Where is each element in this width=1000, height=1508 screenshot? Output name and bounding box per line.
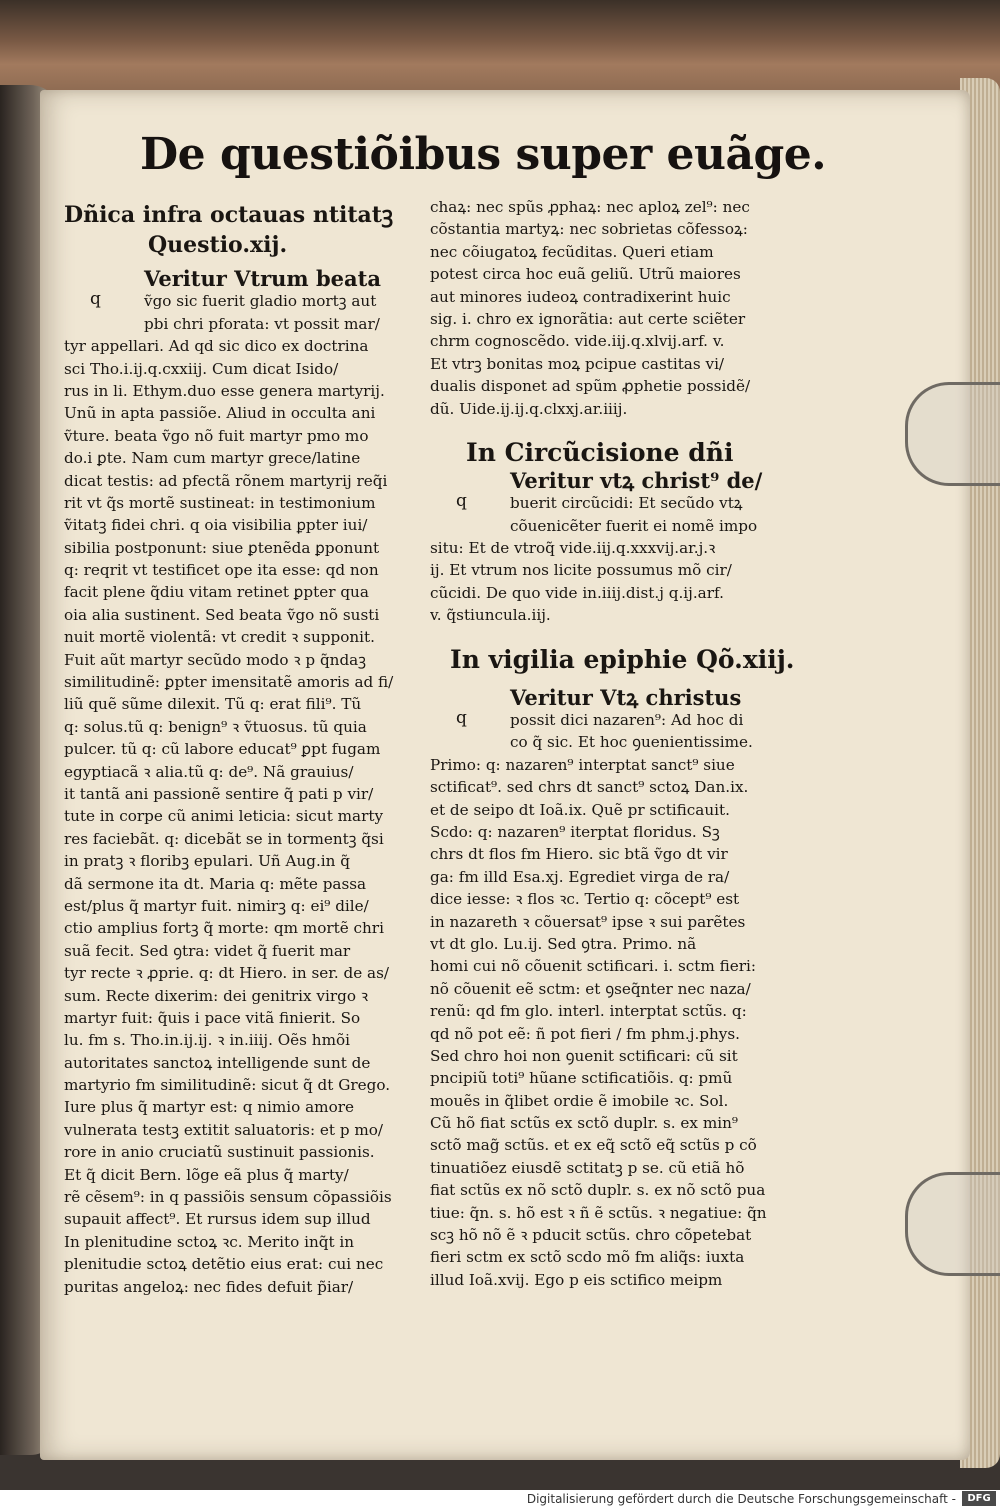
section-heading-circumcision: In Circũcisione dñi: [466, 437, 734, 467]
text-line: rus in li. Ethym.duo esse genera martyrij.: [64, 381, 385, 400]
text-line: nuit mortẽ violentã: vt credit ꝛ supponit.: [64, 628, 375, 647]
text-line: nec cõiugatoꝝ fecũditas. Queri etiam: [430, 242, 714, 261]
left-heading-2: Questio.xij.: [148, 232, 288, 258]
text-line: fiat sctũs ex nõ sctõ duplr. s. ex nõ sctõ pua: [430, 1181, 766, 1200]
section3-intro-line: co q̃ sic. Et hoc ꝯuenientissime.: [510, 733, 753, 752]
text-line: in pratꝫ ꝛ floribꝫ epulari. Uñ Aug.in q̃: [64, 852, 350, 871]
text-line: nõ cõuenit eẽ sctm: et ꝯseq̃nter nec naza/: [430, 979, 751, 998]
text-line: v. q̃stiuncula.iij.: [430, 606, 551, 625]
text-line: Et vtrꝫ bonitas moꝝ pcipue castitas vi/: [430, 354, 725, 373]
text-line: it tantã ani passionẽ sentire q̃ pati p vir/: [64, 784, 374, 803]
text-line: vt dt glo. Lu.ij. Sed ꝯtra. Primo. nã: [430, 934, 697, 953]
left-body-text: [64, 335, 424, 1298]
section3-intro-line: Veritur Vtꝝ christus: [510, 686, 742, 710]
text-line: ctio amplius fortꝫ q̃ morte: qm mortẽ chri: [64, 919, 384, 938]
text-line: et de seipo dt Ioã.ix. Quẽ pr sctificauit.: [430, 800, 730, 819]
section3-intro-line: possit dici nazaren⁹: Ad hoc di: [510, 711, 744, 730]
text-line: tinuatiõez eiusdẽ sctitatꝫ p se. cũ etiã hõ: [430, 1158, 745, 1177]
left-intro-line: ṽgo sic fuerit gladio mortꝫ aut: [144, 292, 377, 311]
text-line: aut minores iudeoꝝ contradixerint huic: [430, 287, 731, 306]
section2-body: [430, 537, 785, 627]
text-line: est/plus q̃ martyr fuit. nimirꝫ q: ei⁹ dile/: [64, 896, 369, 915]
text-line: situ: Et de vtroq̃ vide.iij.q.xxxvij.ar.j.ꝛ: [430, 539, 716, 558]
text-line: illud Ioã.xvij. Ego p eis sctifico meipm: [430, 1270, 723, 1289]
text-line: puritas angeloꝝ: nec fides defuit p̃iar/: [64, 1277, 354, 1296]
text-line: martyrio fm similitudinẽ: sicut q̃ dt Grego.: [64, 1076, 391, 1095]
text-line: tute in corpe cũ animi leticia: sicut marty: [64, 807, 384, 826]
left-heading-1: Dñica infra octauas ntitatꝫ: [64, 202, 394, 228]
text-line: ṽitatꝫ fidei chri. q oia visibilia ꝑpter iui/: [64, 516, 368, 535]
section2-intro-line: Veritur vtꝝ christ⁹ de/: [510, 469, 763, 493]
text-line: sig. i. chro ex ignorãtia: aut certe sciẽter: [430, 309, 746, 328]
text-line: dũ. Uide.ij.ij.q.clxxj.ar.iiij.: [430, 399, 628, 418]
text-line: rore in anio cruciatũ sustinuit passionis.: [64, 1143, 375, 1162]
text-line: sci Tho.i.ij.q.cxxiij. Cum dicat Isido/: [64, 359, 339, 378]
text-line: oia alia sustinent. Sed beata ṽgo nõ susti: [64, 605, 380, 624]
text-line: liũ quẽ sũme dilexit. Tũ q: erat fili⁹. Tũ: [64, 695, 362, 714]
clasp-upper: [905, 382, 1000, 486]
text-line: renũ: qd fm glo. interl. interptat sctũs. q:: [430, 1002, 747, 1021]
text-line: facit plene q̃diu vitam retinet ꝑpter qua: [64, 583, 369, 602]
text-line: res faciebãt. q: dicebãt se in tormentꝫ q̃si: [64, 829, 384, 848]
section3-body: [430, 754, 785, 1291]
right-column: [430, 196, 795, 1291]
text-line: rit vt q̃s mortẽ sustineat: in testimonium: [64, 493, 376, 512]
text-line: in nazareth ꝛ cõuersat⁹ ipse ꝛ sui parẽtes: [430, 912, 746, 931]
text-line: cũcidi. De quo vide in.iiij.dist.j q.ij.arf.: [430, 583, 724, 602]
dfg-logo: DFG: [962, 1491, 996, 1506]
text-line: dicat testis: ad pfectã rõnem martyrij req̃i: [64, 471, 388, 490]
text-line: plenitudie sctoꝝ detẽtio eius erat: cui nec: [64, 1255, 384, 1274]
section2-intro-line: buerit circũcidi: Et secũdo vtꝝ: [510, 494, 743, 513]
text-line: cõstantia martyꝝ: nec sobrietas cõfessoꝝ:: [430, 220, 748, 239]
text-line: qd nõ pot eẽ: ñ pot fieri / fm phm.j.phys.: [430, 1024, 740, 1043]
text-line: dã sermone ita dt. Maria q: mẽte passa: [64, 874, 367, 893]
text-line: vulnerata testꝫ extitit saluatoris: et p mo/: [64, 1120, 384, 1139]
footer-credit: Digitalisierung gefördert durch die Deutsche Forschungsgemeinschaft -: [526, 1492, 956, 1506]
book-top-edge: [0, 0, 1000, 92]
text-line: q: reqrit vt testificet ope ita esse: qd non: [64, 561, 379, 580]
text-line: potest circa hoc euã geliũ. Utrũ maiores: [430, 265, 741, 284]
text-line: Unũ in apta passiõe. Aliud in occulta ani: [64, 404, 376, 423]
section3-intro: [430, 687, 785, 754]
text-line: suã fecit. Sed ꝯtra: videt q̃ fuerit mar: [64, 941, 351, 960]
running-title: De questiõibus super euãge.: [140, 129, 827, 180]
left-column: [64, 200, 424, 1298]
section3-initial-letter: q: [456, 707, 467, 728]
right-body-top: [430, 196, 785, 420]
text-line: ṽture. beata ṽgo nõ fuit martyr pmo mo: [64, 426, 369, 445]
text-line: ga: fm illd Esa.xj. Egrediet virga de ra/: [430, 867, 730, 886]
text-line: do.i ꝑte. Nam cum martyr grece/latine: [64, 449, 361, 468]
text-line: pulcer. tũ q: cũ labore educat⁹ ꝑpt fugam: [64, 740, 381, 759]
text-line: ij. Et vtrum nos licite possumus mõ cir/: [430, 561, 732, 580]
text-line: sum. Recte dixerim: dei genitrix virgo ꝛ: [64, 986, 369, 1005]
text-line: fieri sctm ex sctõ scdo mõ fm aliq̃s: iuxta: [430, 1248, 745, 1267]
text-line: egyptiacã ꝛ alia.tũ q: de⁹. Nã grauius/: [64, 762, 354, 781]
text-line: mouẽs in q̃libet ordie ẽ imobile ꝛc. Sol.: [430, 1091, 729, 1110]
text-line: chrs dt flos fm Hiero. sic btã ṽgo dt vir: [430, 845, 728, 864]
section2-intro-line: cõuenicẽter fuerit ei nomẽ impo: [510, 516, 758, 535]
text-line: homi cui nõ cõuenit sctificari. i. sctm fieri:: [430, 957, 756, 976]
left-intro-line: Veritur Vtrum beata: [144, 268, 381, 291]
text-line: tyr recte ꝛ ꝓprie. q: dt Hiero. in ser. de as/: [64, 964, 389, 983]
text-line: dice iesse: ꝛ flos ꝛc. Tertio q: cõcept⁹ est: [430, 890, 740, 909]
text-line: chrm cognoscẽdo. vide.iij.q.xlvij.arf. v.: [430, 332, 725, 351]
clasp-lower: [905, 1172, 1000, 1276]
text-line: similitudinẽ: ꝑpter imensitatẽ amoris ad fi/: [64, 673, 394, 692]
text-line: Fuit aũt martyr secũdo modo ꝛ p q̃ndaꝫ: [64, 650, 366, 669]
text-line: chaꝝ: nec spũs ꝓphaꝝ: nec aploꝝ zel⁹: nec: [430, 198, 750, 216]
text-line: sibilia postponunt: siue ꝑtenẽda ꝑponunt: [64, 538, 380, 557]
section2-initial-letter: q: [456, 490, 467, 511]
left-intro-line: pbi chri pforata: vt possit mar/: [144, 314, 380, 333]
text-line: Cũ hõ fiat sctũs ex sctõ duplr. s. ex min⁹: [430, 1114, 738, 1133]
text-line: Et q̃ dicit Bern. lõge eã plus q̃ marty/: [64, 1165, 349, 1184]
text-line: sctificat⁹. sed chrs dt sanct⁹ sctoꝝ Dan.ix.: [430, 778, 749, 797]
text-line: pncipiũ toti⁹ hũane sctificatiõis. q: pmũ: [430, 1069, 733, 1088]
text-line: supauit affect⁹. Et rursus idem sup illud: [64, 1210, 371, 1229]
text-line: sctõ mag̃ sctũs. et ex eq̃ sctõ eq̃ sctũs p cõ: [430, 1136, 757, 1155]
text-line: tyr appellari. Ad qd sic dico ex doctrina: [64, 337, 369, 356]
text-line: In plenitudine sctoꝝ ꝛc. Merito inq̃t in: [64, 1232, 355, 1251]
section-heading-epiphany: In vigilia epiphie Qõ.xiij.: [450, 644, 795, 674]
left-intro: [64, 268, 424, 335]
text-line: rẽ cẽsem⁹: in q passiõis sensum cõpassiõis: [64, 1188, 392, 1207]
text-line: Sed chro hoi non ꝯuenit sctificari: cũ sit: [430, 1046, 738, 1065]
text-line: q: solus.tũ q: benign⁹ ꝛ ṽtuosus. tũ quia: [64, 717, 367, 736]
section2-intro: [430, 470, 785, 537]
text-line: dualis disponet ad spũm ꝓphetie possidẽ/: [430, 377, 751, 396]
text-line: Primo: q: nazaren⁹ interptat sanct⁹ siue: [430, 755, 735, 774]
text-line: tiue: q̃n. s. hõ est ꝛ ñ ẽ sctũs. ꝛ negatiue: q̃n: [430, 1203, 767, 1222]
text-line: lu. fm s. Tho.in.ij.ij. ꝛ in.iiij. Oẽs hmõi: [64, 1031, 350, 1050]
text-line: martyr fuit: q̃uis i pace vitã finierit. So: [64, 1008, 361, 1027]
left-initial-letter: q: [90, 289, 101, 309]
text-line: Iure plus q̃ martyr est: q nimio amore: [64, 1098, 354, 1117]
text-line: Scdo: q: nazaren⁹ iterptat floridus. Sꝫ: [430, 822, 720, 841]
text-line: autoritates sanctoꝝ intelligende sunt de: [64, 1053, 371, 1072]
text-line: scꝫ hõ nõ ẽ ꝛ pducit sctũs. chro cõpetebat: [430, 1226, 752, 1245]
